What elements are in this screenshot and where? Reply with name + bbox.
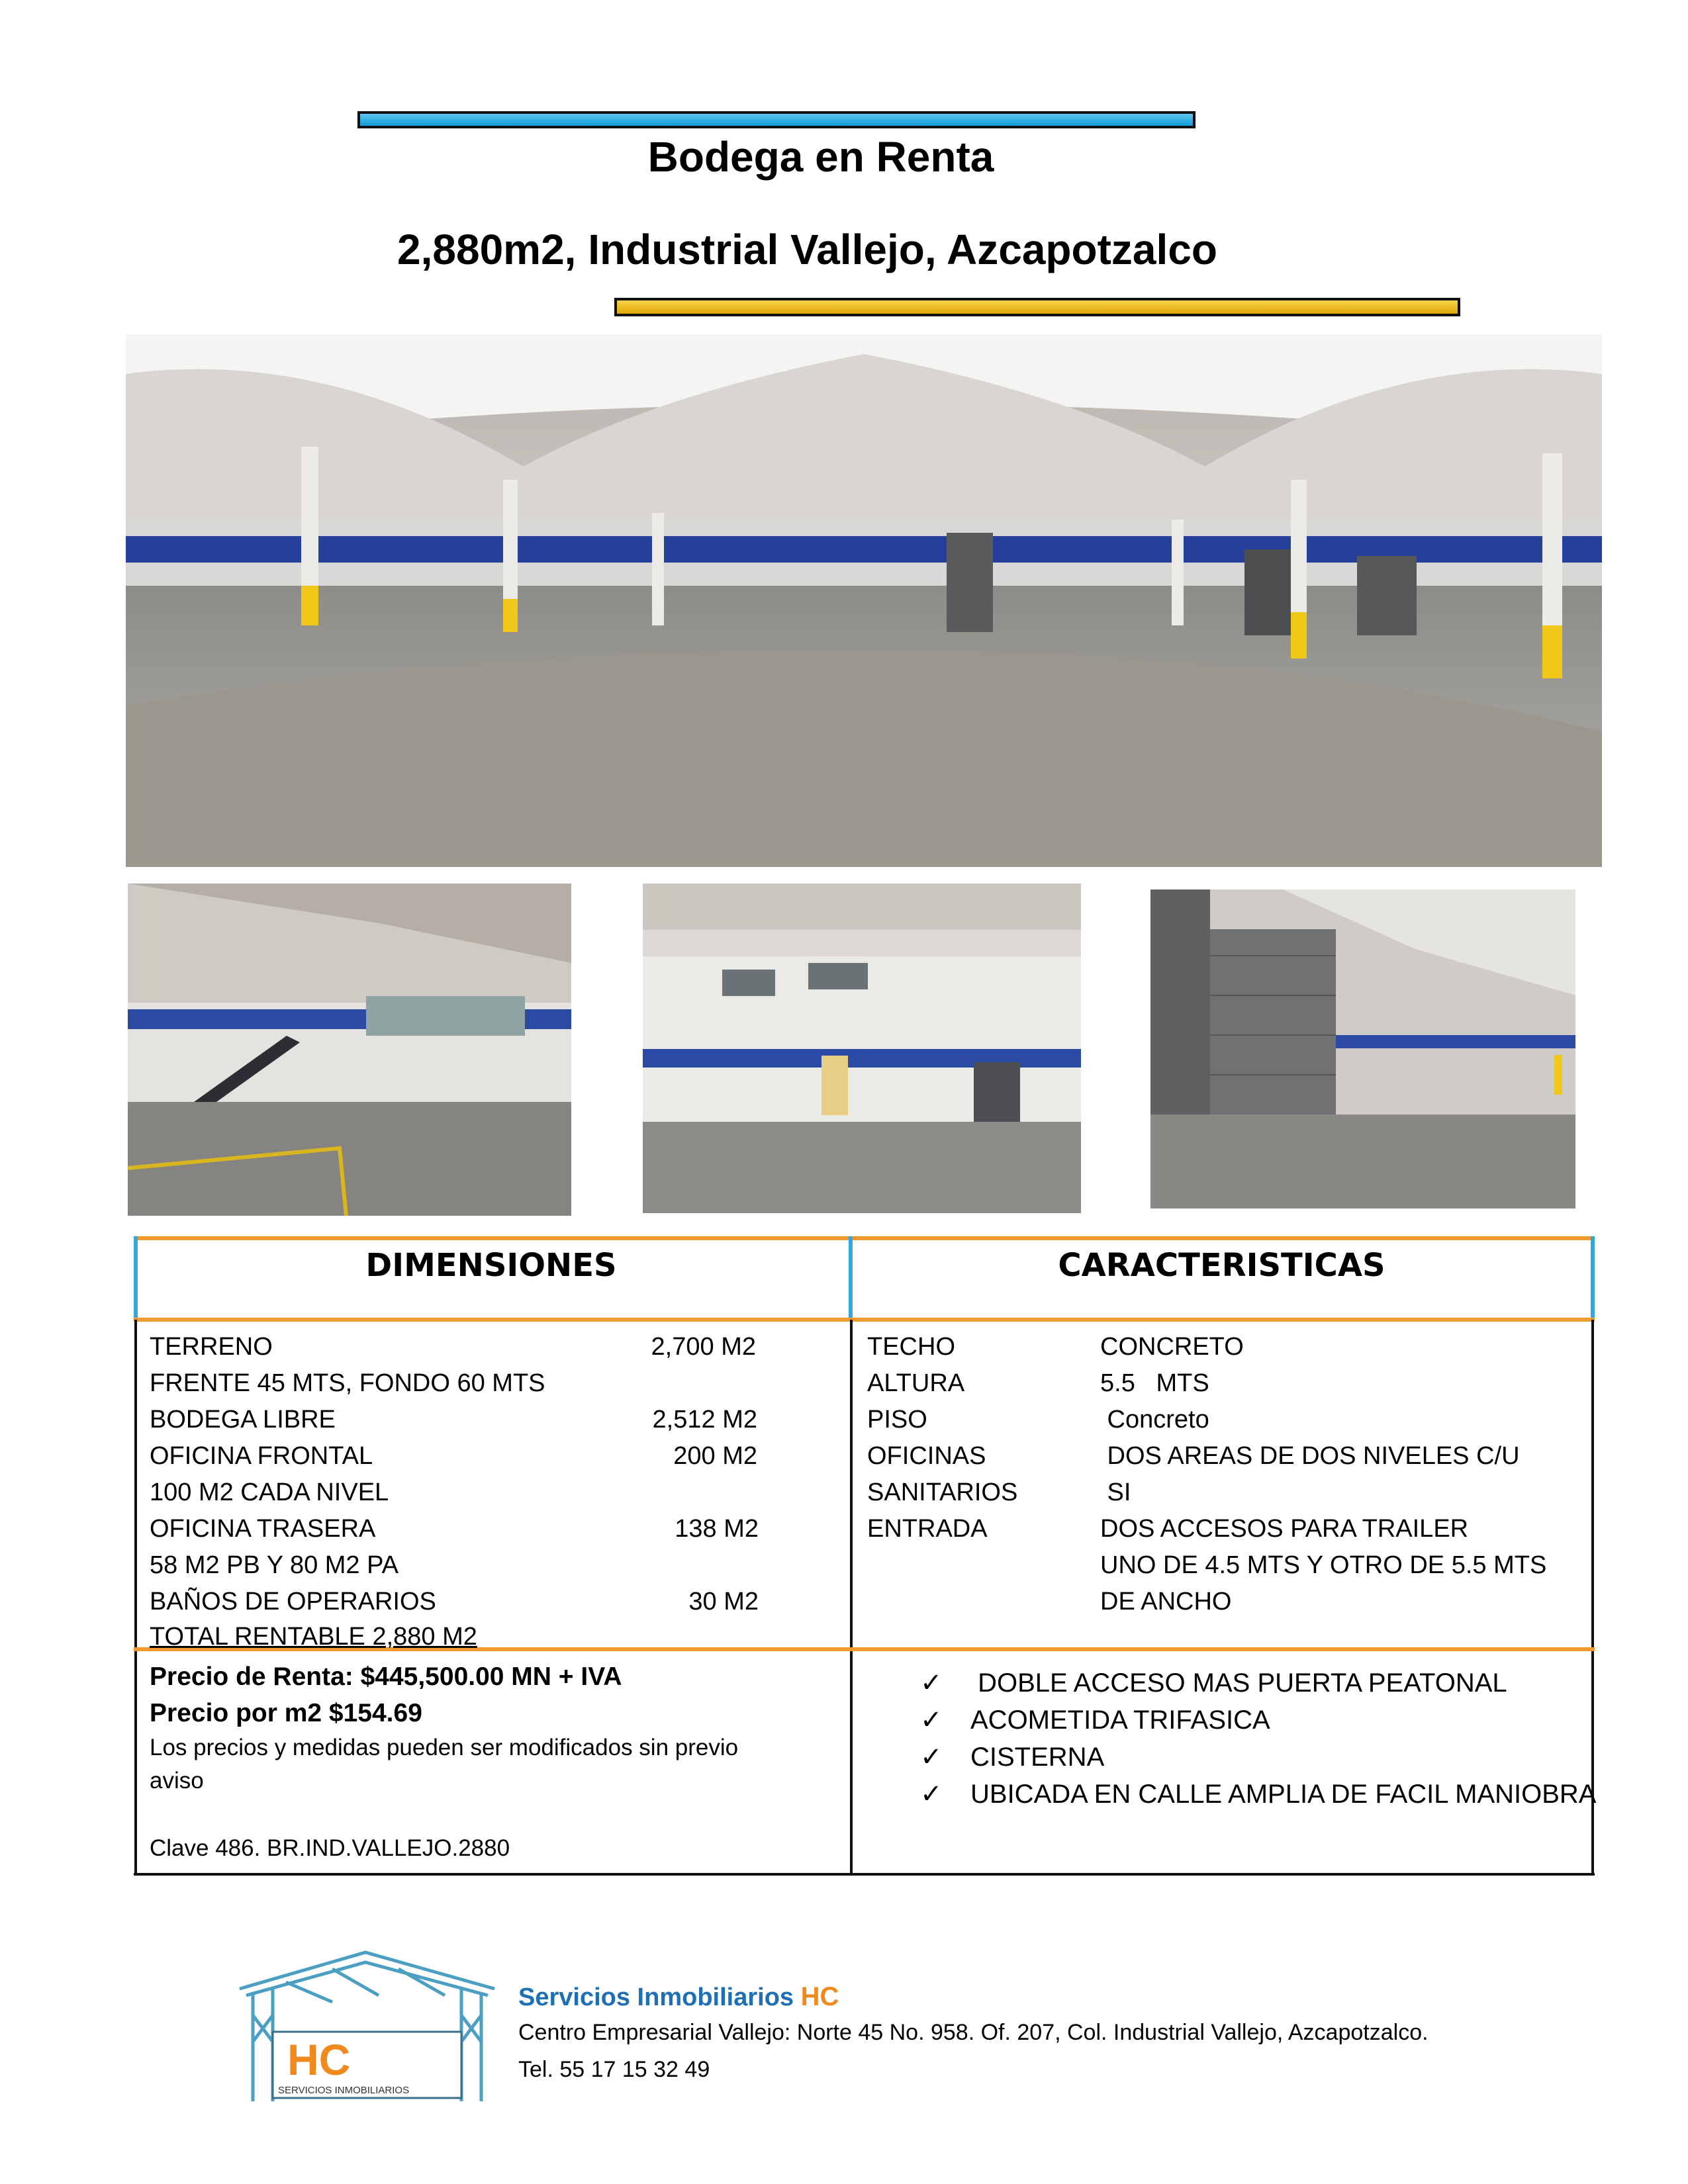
- car-label-entrada: ENTRADA: [867, 1515, 988, 1543]
- table-left-border: [134, 1320, 137, 1876]
- feature-text: DOBLE ACCESO MAS PUERTA PEATONAL: [970, 1668, 1507, 1698]
- dim-label-frente: FRENTE 45 MTS, FONDO 60 MTS: [150, 1369, 545, 1397]
- feature-text: ACOMETIDA TRIFASICA: [970, 1706, 1270, 1735]
- warehouse-roll-up-door-image: [1150, 889, 1575, 1208]
- car-value-entrada-detail: UNO DE 4.5 MTS Y OTRO DE 5.5 MTS: [1100, 1551, 1547, 1579]
- page-subtitle: 2,880m2, Industrial Vallejo, Azcapotzalco: [397, 226, 1217, 273]
- warehouse-office-stairs-image: [128, 884, 571, 1216]
- warehouse-office-building-image: [643, 884, 1081, 1213]
- hc-logo-graphic: [233, 1949, 501, 2107]
- company-hc-text: HC: [800, 1982, 839, 2011]
- warehouse-office-stairs-photo: [128, 884, 571, 1216]
- car-label-sanitarios: SANITARIOS: [867, 1479, 1018, 1506]
- checkmark-icon: ✓: [920, 1668, 943, 1698]
- warehouse-panorama-photo: [126, 334, 1602, 867]
- price-per-m2: Precio por m2 $154.69: [150, 1699, 422, 1727]
- dim-value-terreno: 2,700 M2: [651, 1333, 756, 1361]
- dim-label-pb-pa: 58 M2 PB Y 80 M2 PA: [150, 1551, 399, 1579]
- car-label-altura: ALTURA: [867, 1369, 965, 1397]
- feature-text: CISTERNA: [970, 1743, 1105, 1772]
- car-value-altura: 5.5 MTS: [1100, 1369, 1209, 1397]
- company-name: [518, 1982, 839, 2012]
- hc-logo-text: HC: [287, 2035, 351, 2084]
- car-value-piso: Concreto: [1100, 1406, 1209, 1433]
- dim-label-terreno: TERRENO: [150, 1333, 273, 1361]
- dim-value-bodega-libre: 2,512 M2: [652, 1406, 757, 1433]
- table-mid-border: [850, 1320, 853, 1876]
- dim-label-banos: BAÑOS DE OPERARIOS: [150, 1588, 436, 1615]
- checkmark-icon: ✓: [920, 1743, 943, 1772]
- warehouse-panorama-image: [126, 334, 1602, 867]
- car-value-sanitarios: SI: [1100, 1479, 1131, 1506]
- hc-logo: [233, 1949, 501, 2107]
- car-value-oficinas: DOS AREAS DE DOS NIVELES C/U: [1100, 1442, 1520, 1470]
- dim-label-oficina-trasera: OFICINA TRASERA: [150, 1515, 376, 1543]
- warehouse-office-building-photo: [643, 884, 1081, 1213]
- table-header-divider: [134, 1318, 1595, 1322]
- price-disclaimer-line2: aviso: [150, 1768, 204, 1794]
- car-value-techo: CONCRETO: [1100, 1333, 1244, 1361]
- hc-logo-subtext: SERVICIOS INMOBILIARIOS: [278, 2085, 410, 2096]
- header-blue-bar: [357, 111, 1196, 128]
- car-label-techo: TECHO: [867, 1333, 955, 1361]
- table-top-border: [134, 1236, 1595, 1240]
- car-value-entrada-ancho: DE ANCHO: [1100, 1588, 1232, 1615]
- car-label-oficinas: OFICINAS: [867, 1442, 986, 1470]
- dim-label-oficina-frontal: OFICINA FRONTAL: [150, 1442, 373, 1470]
- dim-value-banos: 30 M2: [688, 1588, 759, 1615]
- checkmark-icon: ✓: [920, 1706, 943, 1735]
- company-address: Centro Empresarial Vallejo: Norte 45 No. 958. Of. 207, Col. Industrial Vallejo, Azcapotzalco.: [518, 2020, 1429, 2045]
- company-name-text: Servicios Inmobiliarios: [518, 1983, 794, 2011]
- price-disclaimer-line1: Los precios y medidas pueden ser modificados sin previo: [150, 1735, 739, 1760]
- table-bottom-border: [134, 1873, 1595, 1876]
- checkmark-icon: ✓: [920, 1780, 943, 1809]
- dim-label-total: TOTAL RENTABLE 2,880 M2: [150, 1623, 477, 1651]
- warehouse-roll-up-door-photo: [1150, 889, 1575, 1208]
- table-right-border-top: [1591, 1236, 1595, 1320]
- caracteristicas-heading: CARACTERISTICAS: [1058, 1247, 1385, 1284]
- company-phone: Tel. 55 17 15 32 49: [518, 2057, 710, 2082]
- page-title: Bodega en Renta: [647, 133, 994, 181]
- rent-price: Precio de Renta: $445,500.00 MN + IVA: [150, 1662, 622, 1691]
- dimensiones-heading: DIMENSIONES: [365, 1247, 617, 1284]
- dim-label-bodega-libre: BODEGA LIBRE: [150, 1406, 336, 1433]
- dim-label-cada-nivel: 100 M2 CADA NIVEL: [150, 1479, 389, 1506]
- car-label-piso: PISO: [867, 1406, 927, 1433]
- dim-value-oficina-frontal: 200 M2: [673, 1442, 757, 1470]
- feature-text: UBICADA EN CALLE AMPLIA DE FACIL MANIOBRA: [970, 1780, 1597, 1809]
- car-value-entrada: DOS ACCESOS PARA TRAILER: [1100, 1515, 1469, 1543]
- dim-value-oficina-trasera: 138 M2: [675, 1515, 759, 1543]
- header-gold-bar: [614, 298, 1460, 316]
- property-clave: Clave 486. BR.IND.VALLEJO.2880: [150, 1835, 510, 1861]
